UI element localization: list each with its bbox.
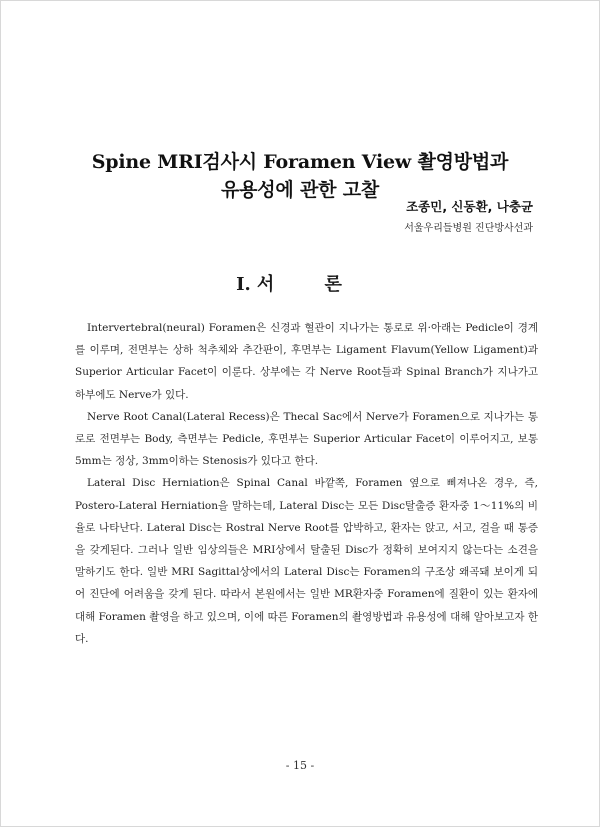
- body-text: [75, 317, 538, 650]
- author-list: 조종민, 신동환, 나충균: [406, 199, 533, 214]
- section-title: 서 론: [256, 274, 364, 295]
- section-heading: [1, 270, 599, 296]
- paragraph-1: Intervertebral(neural) Foramen은 신경과 혈관이 지나가는 통로로 위·아래는 Pedicle이 경계를 이루며, 전면부는 상하 척추체와 추간판이, 후면부는 Ligament Flavum(Yellow Ligament)과 Superior Articular Facet이 이룬다. 상부에는 각 Nerve Root들과 Spinal Branch가 지나가고 하부에도 Nerve가 있다.: [75, 322, 538, 401]
- page-number: - 15 -: [285, 759, 315, 772]
- author-affiliation: 서울우리들병원 진단방사선과: [404, 223, 533, 234]
- paper-title-line-1: Spine MRI검사시 Foramen View 촬영방법과: [91, 151, 509, 173]
- paper-title-line-2: 유용성에 관한 고찰: [220, 179, 380, 201]
- paragraph-2: Nerve Root Canal(Lateral Recess)은 Thecal Sac에서 Nerve가 Foramen으로 지나가는 통로로 전면부는 Body, 측면부는 Pedicle, 후면부는 Superior Articular Facet이 이루어지고, 보통 5mm는 정상, 3mm이하는 Stenosis가 있다고 한다.: [75, 410, 538, 468]
- paragraph-3: Lateral Disc Herniation은 Spinal Canal 바깥쪽, Foramen 옆으로 삐져나온 경우, 즉, Postero-Lateral Herniation을 말하는데, Lateral Disc는 모든 Disc탈출증 환자중 1～11%의 비율로 나타난다. Lateral Disc는 Rostral Nerve Root를 압박하고, 환자는 앉고, 서고, 걸을 때 통증을 갖게된다. 그러나 일반 임상의들은 MRI상에서 탈출된 Disc가 정확히 보여지지 않는다는 소견을 말하기도 한다. 일반 MRI Sagittal상에서의 Lateral Disc는 Foramen의 구조상 왜곡돼 보이게 되어 진단에 어려움을 갖게 된다. 따라서 본원에서는 일반 MR환자중 Foramen에 질환이 있는 환자에 대해 Foramen 촬영을 하고 있으며, 이에 따른 Foramen의 촬영방법과 유용성에 대해 알아보고자 한다.: [75, 477, 538, 645]
- section-number: Ⅰ.: [236, 274, 251, 295]
